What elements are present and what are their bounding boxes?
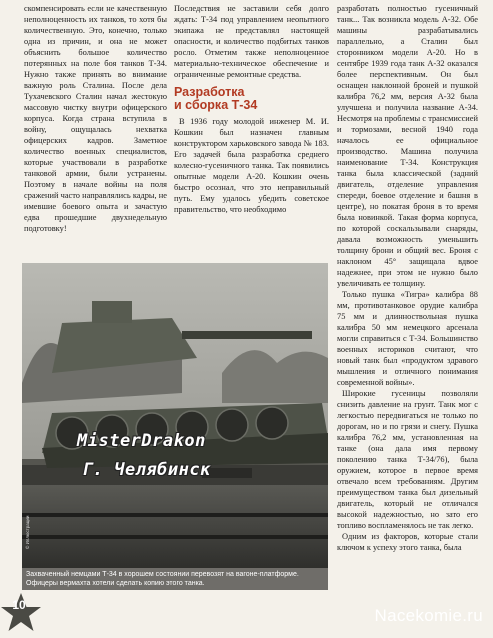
text-column-2 [174, 3, 329, 255]
photo-caption: Захваченный немцами Т-34 в хорошем состоянии перевозят на вагоне-платформе. Офицеры вермахта хотели сделать копию этого танка. [22, 568, 328, 590]
watermark-line-1: MisterDrakon [77, 431, 206, 451]
tank-photo [22, 263, 328, 568]
paragraph: разработать полностью гусеничный танк... Так возникла модель А-32. Обе машины разрабатывались параллельно, а Сталин был сторонником модели А-20. Но в сентябре 1939 года танк А-32 оказался более перспективным. Он был оснащен наклонной броней и пушкой калибра 76,2 мм, версия А-32 была улучшена и получила название А-34. Несмотря на проблемы с трансмиссией и тормозами, весной 1940 года началось ее официальное производство. Машина получила наименование Т-34. Конструкция танка была классической (задний двигатель, отделение управления спереди, боевое отделение и башня в центре), но покатая броня в то время была новинкой. Такая форма корпуса, по которой соскальзывали снаряды, давала возможность уменьшить толщину брони и общий вес. Броня с наклоном 45° защищала вдвое надежнее, при этом не нужно было увеличивать ее толщину. [337, 4, 478, 288]
paragraph: Последствия не заставили себя долго ждать: Т-34 под управлением неопытного экипажа не представлял настоящей опасности, и количество подбитых танков росло. Отметим также неполноценное материально-техническое обеспечение и ограниченные ремонтные средства. [174, 4, 329, 79]
page-number: 10 [12, 598, 26, 612]
site-watermark: Nacekomie.ru [374, 606, 483, 625]
paragraph: Широкие гусеницы позволяли снизить давление на грунт. Танк мог с легкостью передвигаться не только по дорогам, но и по грязи и снегу. Пушка калибра 76,2 мм, установленная на танке (она дала имя первому поколению танка Т-34/76), была оружием, которое в первое время отвечало всем требованиям. Другим преимуществом танка был дизельный двигатель, который не отличался высокой надежностью, но зато его топливо воспламенялось не так легко. [337, 389, 478, 530]
paragraph: Только пушка «Тигра» калибра 88 мм, противотанковое орудие калибра 75 мм и длинноствольная пушка калибра 50 мм немецкого арсенала могли справиться с Т-34. Большинство военных историков считают, что новый танк был «продуктом здравого мышления и отличного понимания современной войны». [337, 290, 478, 387]
paragraph: Одним из факторов, которые стали ключом к успеху этого танка, была [337, 532, 478, 552]
tank-photo-illustration [22, 263, 328, 568]
watermark-line-2: Г. Челябинск [82, 460, 211, 480]
text-column-3 [337, 3, 478, 598]
paragraph: В 1936 году молодой инженер М. И. Кошкин был назначен главным конструктором харьковского завода № 183. Его задачей была разработка среднего колесно-гусеничного танка. Так появились опытные модели А-20. Кошкин очень быстро осознал, что это неправильный путь. Ему удалось убедить советское правительство, что необходимо [174, 117, 329, 214]
photo-credit: © Иллюстрации [25, 515, 30, 549]
section-heading-line-2: и сборка Т-34 [174, 98, 258, 112]
section-heading-line-1: Разработка [174, 85, 245, 99]
paragraph: скомпенсировать если не качественную неполноценность их танков, то хотя бы количественную. Это, конечно, только одна из причин, и она не может объяснить большое количество потерянных на поле боя танков Т-34. Нужно также принять во внимание важную роль Сталина. После дела Тухачевского Сталин начал жестокую массовую чистку внутри офицерского корпуса. Когда страна вступила в войну, ощущалась нехватка офицерских кадров. Заметное количество военных специалистов, которые участвовали в разработке танковой армии, были устранены. Поэтому в начале войны на поля сражений часто направлялись кадры, не имевшие боевого опыта и зачастую едва прошедшие двухнедельную подготовку! [24, 4, 167, 233]
text-column-1 [24, 3, 167, 255]
section-heading [174, 86, 329, 112]
